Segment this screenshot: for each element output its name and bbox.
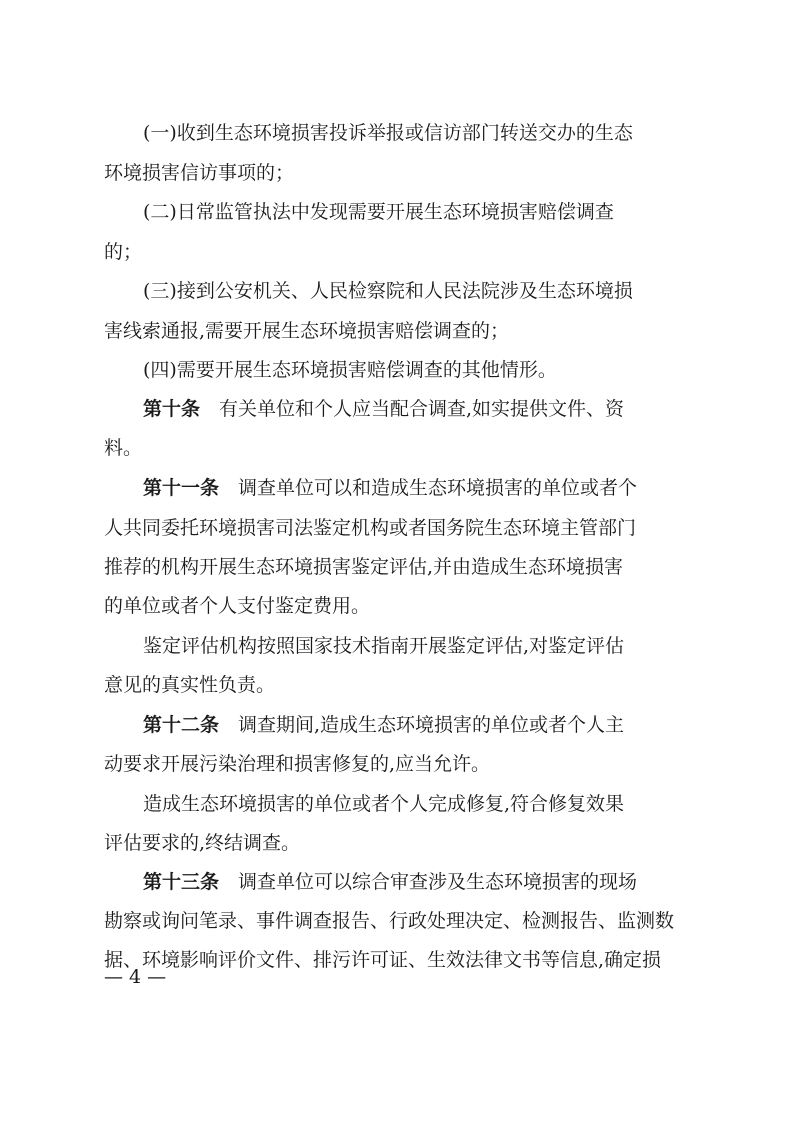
paragraph-item-4-line-1: (四)需要开展生态环境损害赔偿调查的其他情形。: [143, 359, 557, 381]
paragraph-item-1-line-2: 环境损害信访事项的；: [104, 162, 295, 184]
article-11-para-2-line-1: 鉴定评估机构按照国家技术指南开展鉴定评估,对鉴定评估: [143, 635, 625, 657]
paragraph-item-2-line-1: (二)日常监管执法中发现需要开展生态环境损害赔偿调查: [143, 201, 614, 223]
article-10-line-1: 第十条 有关单位和个人应当配合调查,如实提供文件、资: [143, 398, 625, 420]
article-10-line-2: 料。: [104, 437, 143, 459]
article-11-line-2: 人共同委托环境损害司法鉴定机构或者国务院生态环境主管部门: [104, 517, 637, 539]
article-12-para-2-line-1: 造成生态环境损害的单位或者个人完成修复,符合修复效果: [143, 793, 625, 815]
article-11-para-2-line-2: 意见的真实性负责。: [104, 674, 276, 696]
article-13-number: 第十三条: [143, 871, 220, 893]
page-number: — 4 —: [104, 966, 167, 988]
paragraph-item-3-line-2: 害线索通报,需要开展生态环境损害赔偿调查的；: [104, 320, 510, 342]
article-13-line-3: 据、环境影响评价文件、排污许可证、生效法律文书等信息,确定损: [104, 949, 662, 971]
article-11-line-1: 第十一条 调查单位可以和造成生态环境损害的单位或者个: [143, 477, 638, 499]
article-10-number: 第十条: [143, 398, 201, 420]
article-12-line-2: 动要求开展污染治理和损害修复的,应当允许。: [104, 753, 491, 775]
paragraph-item-1-line-1: (一)收到生态环境损害投诉举报或信访部门转送交办的生态: [143, 122, 633, 144]
article-11-number: 第十一条: [143, 477, 220, 499]
article-11-line-3: 推荐的机构开展生态环境损害鉴定评估,并由造成生态环境损害: [104, 556, 624, 578]
article-12-para-2-line-2: 评估要求的,终结调查。: [104, 832, 301, 854]
paragraph-item-3-line-1: (三)接到公安机关、人民检察院和人民法院涉及生态环境损: [143, 280, 633, 302]
paragraph-item-2-line-2: 的；: [104, 241, 143, 263]
article-12-line-1: 第十二条 调查期间,造成生态环境损害的单位或者个人主: [143, 714, 625, 736]
article-13-line-2: 勘察或询问笔录、事件调查报告、行政处理决定、检测报告、监测数: [104, 910, 675, 932]
article-11-line-4: 的单位或者个人支付鉴定费用。: [104, 595, 371, 617]
article-13-line-1: 第十三条 调查单位可以综合审查涉及生态环境损害的现场: [143, 871, 638, 893]
article-12-number: 第十二条: [143, 714, 220, 736]
